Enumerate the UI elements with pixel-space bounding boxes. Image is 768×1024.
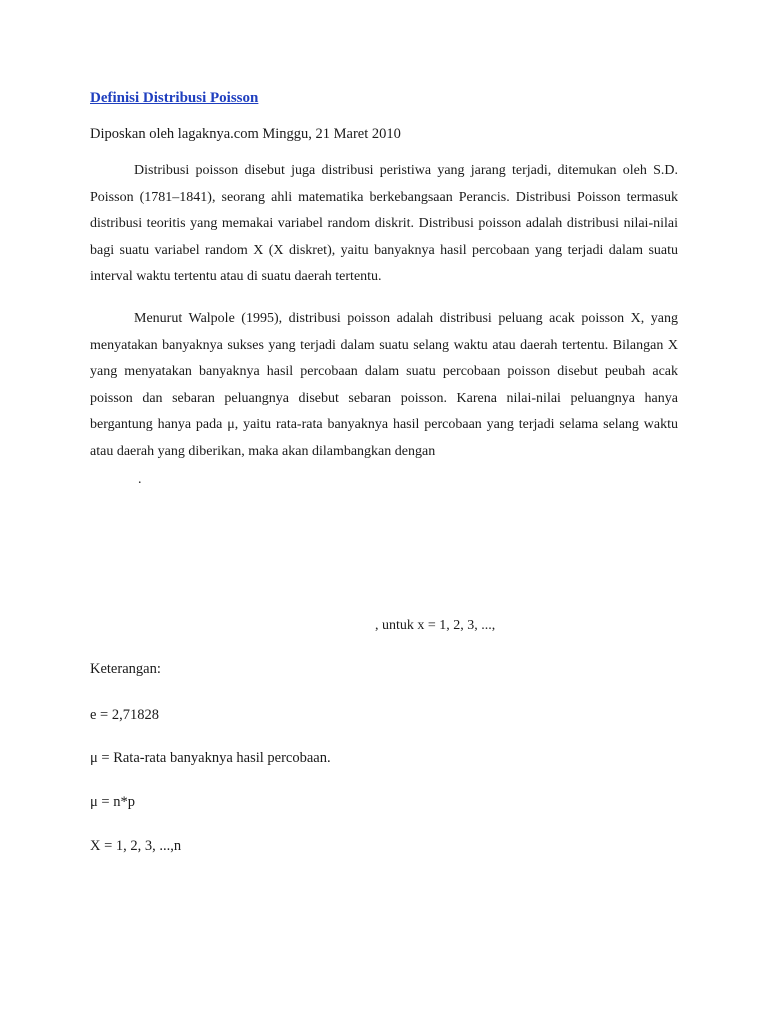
definition-x: X = 1, 2, 3, ...,n [90,838,182,854]
definition-e: e = 2,71828 [90,707,159,723]
formula-condition: , untuk x = 1, 2, 3, ..., [375,618,496,633]
paragraph-1: Distribusi poisson disebut juga distribusi peristiwa yang jarang terjadi, ditemukan oleh S.D. Poisson (1781–1841), seorang ahli matematika berkebangsaan Perancis. Distribusi Poisson termasuk distribusi teoritis yang memakai variabel random diskrit. Distribusi poisson adalah distribusi nilai-nilai bagi suatu variabel random X (X diskret), yaitu banyaknya hasil percobaan yang terjadi dalam suatu interval waktu tertentu atau di suatu daerah tertentu. [90,163,678,284]
document-title[interactable]: Definisi Distribusi Poisson [90,90,259,106]
definition-mu-np: μ = n*p [90,794,135,810]
definition-mu: μ = Rata-rata banyaknya hasil percobaan. [90,750,331,766]
byline: Diposkan oleh lagaknya.com Minggu, 21 Maret 2010 [90,126,401,142]
trailing-dot: . [138,472,142,487]
keterangan-label: Keterangan: [90,661,161,677]
paragraph-2: Menurut Walpole (1995), distribusi poisson adalah distribusi peluang acak poisson X, yang menyatakan banyaknya sukses yang terjadi dalam suatu selang waktu atau daerah tertentu. Bilangan X yang menyatakan banyaknya hasil percobaan dalam suatu percobaan poisson disebut peubah acak poisson dan sebaran peluangnya disebut sebaran poisson. Karena nilai-nilai peluangnya hanya bergantung hanya pada μ, yaitu rata-rata banyaknya hasil percobaan yang terjadi selama selang waktu atau daerah yang diberikan, maka akan dilambangkan dengan [90,311,678,459]
